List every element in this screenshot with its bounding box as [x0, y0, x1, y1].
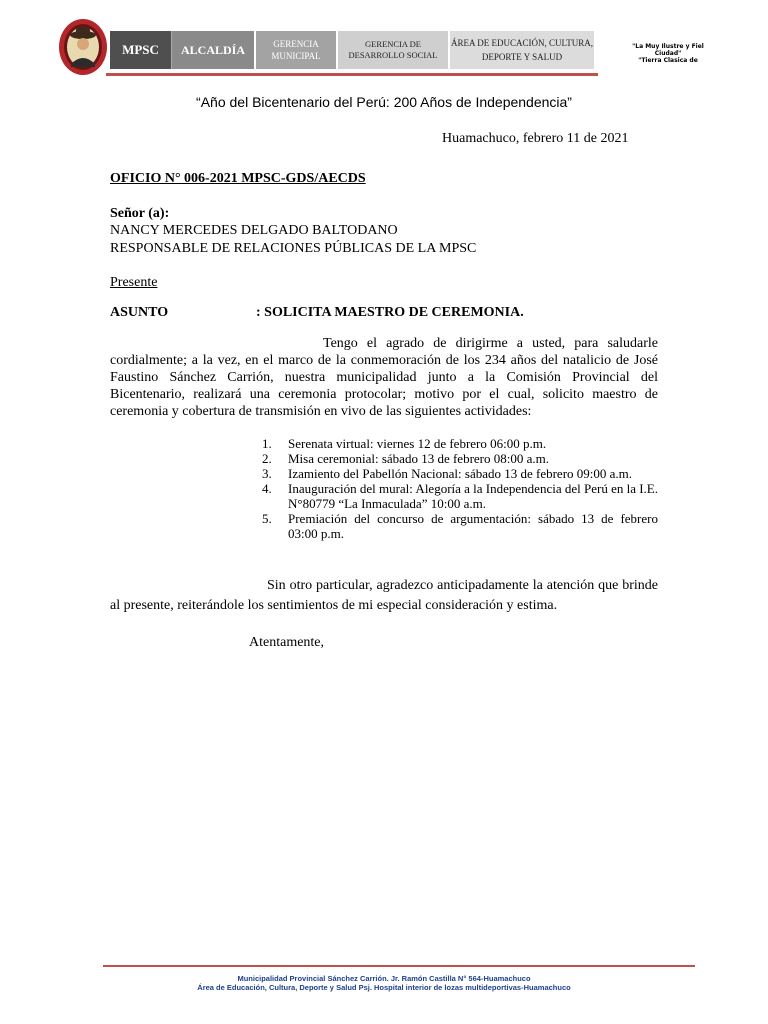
intro-paragraph: Tengo el agrado de dirigirme a usted, para saludarle cordialmente; a la vez, en el marco de la conmemoración de los 234 años del natalicio de José Faustino Sánchez Carrión, nuestra municipalidad junto a la Comisión Provincial del Bicentenario, realizará una ceremonia protocolar; motivo por el cual, solicito maestro de ceremonia y cobertura de transmisión en vivo de las siguientes actividades: — [110, 336, 658, 419]
year-slogan: “Año del Bicentenario del Perú: 200 Años de Independencia” — [196, 94, 572, 110]
salutation: Señor (a): — [110, 206, 170, 221]
list-item — [262, 511, 658, 541]
motto-line: "Tierra Clasica de — [638, 57, 698, 64]
footer-address-1: Municipalidad Provincial Sánchez Carrión. Jr. Ramón Castilla N° 564-Huamachuco — [237, 974, 531, 983]
item-number: 3. — [262, 466, 272, 481]
footer-address-2: Área de Educación, Cultura, Deporte y Salud Psj. Hospital interior de lozas multideportivas-Huamachuco — [197, 983, 571, 992]
item-text: Inauguración del mural: Alegoría a la Independencia del Perú en la I.E. N°80779 “La Inmaculada” 10:00 a.m. — [288, 481, 658, 511]
item-text: Izamiento del Pabellón Nacional: sábado 13 de febrero 09:00 a.m. — [288, 466, 633, 481]
subject-text: : SOLICITA MAESTRO DE CEREMONIA. — [256, 305, 524, 320]
tab-mpsc: MPSC — [110, 31, 172, 69]
city-motto — [612, 43, 724, 64]
item-text: Premiación del concurso de argumentación: sábado 13 de febrero 03:00 p.m. — [288, 511, 658, 541]
closing-paragraph: Sin otro particular, agradezco anticipadamente la atención que brinde al presente, reiterándole los sentimientos de mi especial consideración y estima. — [110, 578, 658, 613]
recipient-name: NANCY MERCEDES DELGADO BALTODANO — [110, 223, 398, 238]
presente-label: Presente — [110, 275, 158, 290]
municipal-seal-logo — [58, 18, 108, 76]
tab-gerencia-municipal: GERENCIA MUNICIPAL — [256, 31, 338, 69]
signoff: Atentamente, — [249, 635, 325, 650]
motto-line: "La Muy Ilustre y Fiel — [632, 43, 704, 50]
list-item — [262, 466, 658, 481]
list-item — [262, 481, 658, 511]
item-number: 1. — [262, 436, 272, 451]
item-number: 5. — [262, 511, 272, 526]
subject-label: ASUNTO — [110, 305, 169, 320]
tab-gerencia-desarrollo-social: GERENCIA DE DESARROLLO SOCIAL — [338, 31, 450, 69]
item-text: Misa ceremonial: sábado 13 de febrero 08:00 a.m. — [288, 451, 549, 466]
tab-alcaldia: ALCALDÍA — [172, 31, 256, 69]
item-number: 4. — [262, 481, 272, 496]
activities-list — [262, 436, 658, 541]
list-item — [262, 436, 658, 451]
tab-area-educacion: ÁREA DE EDUCACIÓN, CULTURA, DEPORTE Y SALUD — [450, 31, 594, 69]
list-item — [262, 451, 658, 466]
recipient-role: RESPONSABLE DE RELACIONES PÚBLICAS DE LA MPSC — [110, 241, 477, 256]
motto-line: Ciudad" — [654, 50, 682, 57]
header-divider — [106, 73, 598, 76]
document-reference: OFICIO N° 006-2021 MPSC-GDS/AECDS — [110, 171, 366, 186]
item-text: Serenata virtual: viernes 12 de febrero 06:00 p.m. — [288, 436, 547, 451]
item-number: 2. — [262, 451, 272, 466]
header-tabs — [110, 31, 594, 69]
place-date: Huamachuco, febrero 11 de 2021 — [442, 131, 629, 146]
footer-divider — [103, 965, 695, 967]
